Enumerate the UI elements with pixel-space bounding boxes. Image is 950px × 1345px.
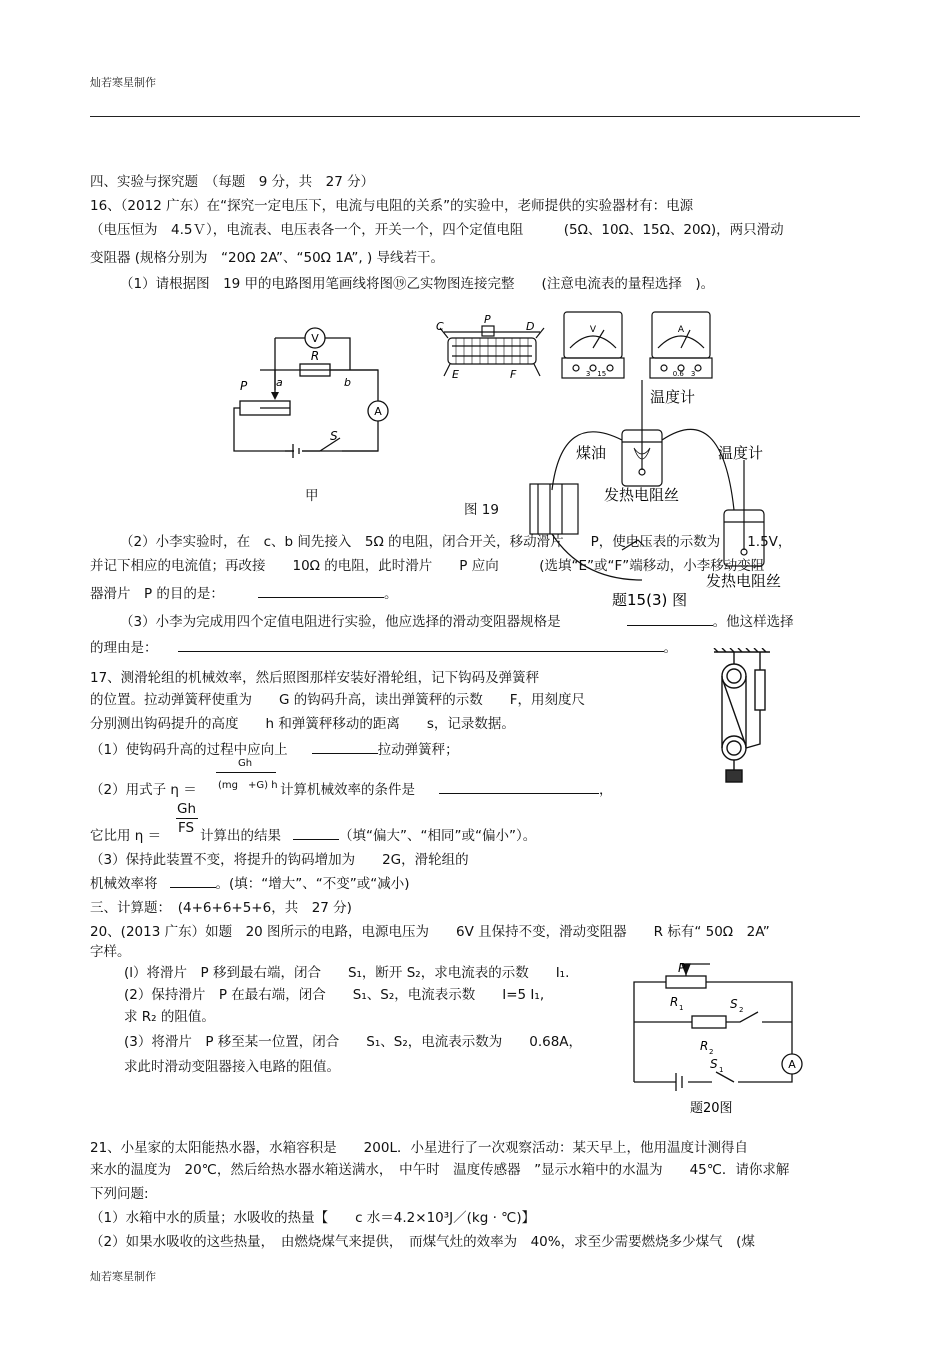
q17-line2: 的位置。拉动弹簧秤使重为 G 的钩码升高，读出弹簧秤的示数 F，用刻度尺: [90, 692, 586, 708]
q17-part1-prompt: （1）使钩码升高的过程中应向上: [90, 742, 288, 758]
q17-part2-end: ，: [599, 782, 613, 798]
heating-wire-label-1: 发热电阻丝: [604, 486, 680, 504]
point-label-a: a: [276, 376, 283, 389]
fig20-label-S2-sub: 2: [739, 1006, 744, 1014]
fig20-label-S1: S: [710, 1057, 718, 1071]
q17-compare-options: （填“偏大”、“相同”或“偏小”）。: [339, 828, 537, 844]
header-author: 灿若寒星制作: [90, 76, 156, 89]
q16-rheostat-blank[interactable]: [627, 612, 713, 626]
kerosene-label: 煤油: [576, 444, 607, 462]
q16-part3-prompt: （3）小李为完成用四个定值电阻进行实验，他应选择的滑动变阻器规格是: [120, 614, 561, 630]
q20-part3b: 求此时滑动变阻器接入电路的阻值。: [124, 1059, 340, 1075]
thermometer-label-2: 温度计: [718, 444, 764, 462]
q20-part1: (l）将滑片 P 移到最右端，闭合 S₁，断开 S₂，求电流表的示数 I₁.: [124, 965, 570, 981]
circuit-diagram-jia: [220, 318, 395, 508]
q17-line3: 分别测出钩码提升的高度 h 和弹簧秤移动的距离 s，记录数据。: [90, 716, 515, 732]
q16-part2-end: 。: [383, 586, 398, 602]
q17-part3-line1: （3）保持此装置不变，将提升的钩码增加为 2G，滑轮组的: [90, 852, 469, 868]
fig20-label-P: P: [678, 961, 686, 975]
thermometer-label-1: 温度计: [650, 388, 696, 406]
ammeter-range: 0.6 3: [672, 370, 696, 378]
q17-efficiency-blank[interactable]: [170, 874, 216, 888]
q16-part3-line1: [120, 610, 794, 630]
q20-part2b: 求 R₂ 的阻值。: [124, 1009, 215, 1025]
fig20-caption: 题20图: [690, 1101, 733, 1116]
q17-efficiency-prompt: 机械效率将: [90, 876, 158, 892]
header-rule: [90, 116, 860, 117]
voltmeter-label: V: [311, 332, 319, 345]
voltmeter-range: 3 15: [585, 370, 607, 378]
q16-reason-prompt: 的理由是：: [90, 640, 158, 656]
q17-compare-prompt: 计算出的结果: [200, 828, 281, 844]
q16-part3-line2: [90, 636, 677, 656]
q21-line2: 来水的温度为 20℃，然后给热水器水箱送满水， 中午时 温度传感器 ”显示水箱中的水温为 45℃．请你求解: [90, 1162, 790, 1178]
apparatus-meters-rheostat: [434, 310, 714, 390]
heating-wire-label-2: 发热电阻丝: [706, 572, 782, 590]
rheostat-label-E: E: [452, 368, 459, 381]
q16-reason-blank[interactable]: [178, 638, 664, 652]
section4-title: 四、实验与探究题 （每题 9 分，共 27 分）: [90, 174, 375, 190]
q17-part1: [90, 738, 459, 758]
q21-part2: （2）如果水吸收的这些热量， 由燃烧煤气来提供， 而煤气灶的效率为 40%，求至少需要燃烧多少煤气 (煤: [90, 1234, 755, 1250]
fig20-label-R1-sub: 1: [679, 1004, 684, 1012]
figure15-caption: 题15(3) 图: [612, 591, 688, 609]
q17-condition-prompt: 计算机械效率的条件是: [280, 782, 415, 798]
q17-fraction1-bar: [216, 772, 276, 773]
q20-line1: 20、(2013 广东）如题 20 图所示的电路，电源电压为 6V 且保持不变，滑动变阻器 R 标有“ 50Ω 2A”: [90, 924, 770, 940]
q17-fraction2-denominator: FS: [178, 820, 195, 836]
voltmeter-face-label: V: [589, 325, 597, 335]
fig20-label-R2: R: [700, 1039, 709, 1053]
section3-title: 三、计算题： (4+6+6+5+6，共 27 分): [90, 900, 352, 916]
q17-part3-line2: [90, 872, 410, 892]
q16-part2-line1: （2）小李实验时，在 c、b 间先接入 5Ω 的电阻，闭合开关，移动滑片 P，使电压表的示数为 1.5V，: [120, 534, 792, 550]
footer-author: 灿若寒星制作: [90, 1270, 156, 1283]
q21-line3: 下列问题:: [90, 1186, 149, 1202]
q16-part2-line3: [90, 582, 397, 602]
q17-part2-line: [280, 778, 613, 798]
fig20-label-R1: R: [670, 995, 679, 1009]
q17-compare-blank[interactable]: [293, 826, 339, 840]
q16-line1: 16、（2012 广东）在“探究一定电压下，电流与电阻的关系”的实验中，老师提供的实验器材有：电源: [90, 198, 694, 214]
q20-part2: (2）保持滑片 P 在最右端，闭合 S₁、S₂，电流表示数 I=5 I₁,: [124, 987, 545, 1003]
fig20-label-S1-sub: 1: [719, 1066, 724, 1074]
q16-line2: （电压恒为 4.5Ｖ），电流表、电压表各一个，开关一个，四个定值电阻 (5Ω、10Ω、15Ω、20Ω)，两只滑动: [90, 222, 784, 238]
q17-part2b-prefix: 它比用 η ＝: [90, 828, 162, 844]
q16-part2-line2: 并记下相应的电流值；再改接 10Ω 的电阻，此时滑片 P 应向 (选填“E”或“F”端移动，小李移动变阻: [90, 558, 765, 574]
figure19-caption: 图 19: [464, 502, 499, 518]
q16-reason-end: 。: [663, 640, 677, 656]
q17-condition-blank[interactable]: [439, 780, 599, 794]
point-label-b: b: [344, 376, 351, 389]
q21-line1: 21、小星家的太阳能热水器，水箱容积是 200L．小星进行了一次观察活动：某天早上，他用温度计测得自: [90, 1140, 748, 1156]
ammeter-label: A: [374, 405, 382, 418]
resistor-label-R: R: [310, 349, 320, 363]
rheostat-label-F: F: [510, 368, 517, 381]
q17-part1-end: 拉动弹簧秤；: [377, 742, 459, 758]
figure-label-jia: 甲: [305, 488, 319, 504]
q17-direction-blank[interactable]: [312, 740, 378, 754]
switch-label-S: S: [330, 429, 338, 443]
q16-line3: 变阻器 (规格分别为 “20Ω 2A”、“50Ω 1A”, ) 导线若干。: [90, 250, 445, 266]
q17-fraction1-numerator: Gh: [238, 758, 253, 769]
circuit-diagram-q20: [630, 960, 808, 1120]
q17-line1: 17、测滑轮组的机械效率，然后照图那样安装好滑轮组，记下钩码及弹簧秤: [90, 670, 540, 686]
heating-apparatus-diagram: [522, 380, 807, 610]
q16-part1: （1）请根据图 19 甲的电路图用笔画线将图⑲乙实物图连接完整 (注意电流表的量程选择 )。: [120, 276, 715, 292]
ammeter-face-label: A: [677, 325, 685, 335]
q20-line2: 字样。: [90, 944, 131, 960]
q17-part2-prefix: （2）用式子 η ＝: [90, 782, 197, 798]
q17-fraction2-numerator: Gh: [177, 801, 197, 817]
fig20-label-R2-sub: 2: [709, 1048, 714, 1056]
rheostat-label-C: C: [436, 320, 444, 333]
rheostat-label-P: P: [484, 313, 491, 326]
fig20-label-S2: S: [730, 997, 738, 1011]
pulley-system-diagram: [712, 648, 782, 788]
q17-fraction2-bar: [176, 818, 198, 819]
rheostat-label-D: D: [526, 320, 535, 333]
q17-fraction1-denominator: (mg +G) h: [218, 780, 278, 791]
slider-label-P: P: [240, 379, 248, 393]
q16-part2-prompt: 器滑片 P 的目的是：: [90, 586, 224, 602]
q20-part3: (3）将滑片 P 移至某一位置，闭合 S₁、S₂，电流表示数为 0.68A，: [124, 1034, 583, 1050]
q17-efficiency-options: 。(填：“增大”、“不变”或“减小): [215, 876, 410, 892]
q16-purpose-blank[interactable]: [258, 584, 384, 598]
q16-part3-end: 。他这样选择: [712, 614, 794, 630]
q17-part2b-line: [200, 824, 536, 844]
fig20-ammeter-label: A: [788, 1058, 796, 1071]
q21-part1: （1）水箱中水的质量；水吸收的热量【 c 水＝4.2×10³J／(kg · ℃)】: [90, 1210, 536, 1226]
